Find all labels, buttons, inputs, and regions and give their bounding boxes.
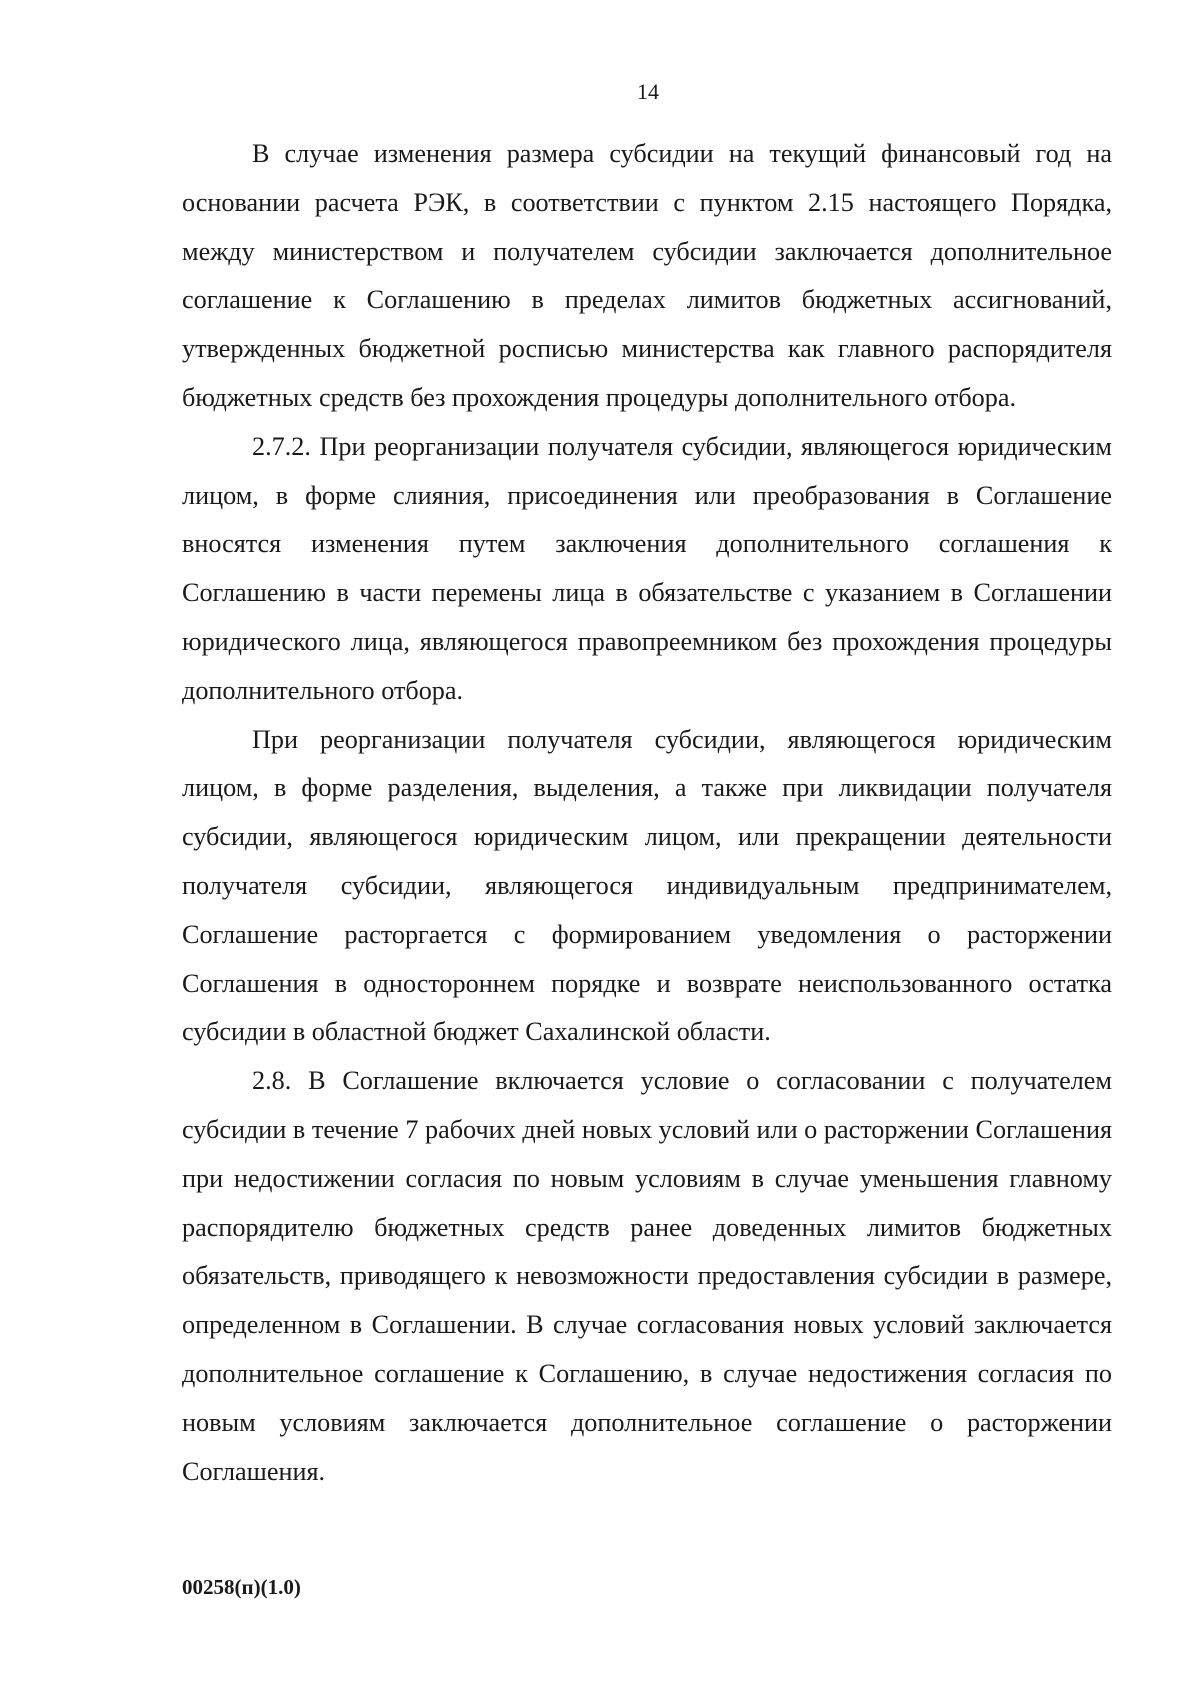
document-code: 00258(п)(1.0) bbox=[182, 1575, 301, 1599]
page-number: 14 bbox=[637, 79, 659, 104]
paragraph-reorganization-division-liquidation: При реорганизации получателя субсидии, являющегося юридическим лицом, в форме разделения, выделения, а также при ликвидации получателя субсидии, являющегося юридическим лицом, или прекращении деятельности получателя субсидии, являющегося индивидуальным предпринимателем, Соглашение расторгается с формированием уведомления о расторжении Соглашения в одностороннем порядке и возврате неиспользованного остатка субсидии в областной бюджет Сахалинской области. bbox=[182, 724, 1112, 1047]
paragraph-2-7-2-reorganization-merger: 2.7.2. При реорганизации получателя субсидии, являющегося юридическим лицом, в форме слияния, присоединения или преобразования в Соглашение вносятся изменения путем заключения дополнительного соглашения к Соглашению в части перемены лица в обязательстве с указанием в Соглашении юридического лица, являющегося правопреемником без прохождения процедуры дополнительного отбора. bbox=[182, 431, 1112, 705]
document-body bbox=[182, 130, 1112, 1496]
paragraph-2-8-new-conditions: 2.8. В Соглашение включается условие о согласовании с получателем субсидии в течение 7 рабочих дней новых условий или о расторжении Соглашения при недостижении согласия по новым условиям в случае уменьшения главному распорядителю бюджетных средств ранее доведенных лимитов бюджетных обязательств, приводящего к невозможности предоставления субсидии в размере, определенном в Соглашении. В случае согласования новых условий заключается дополнительное соглашение к Соглашению, в случае недостижения согласия по новым условиям заключается дополнительное соглашение о расторжении Соглашения. bbox=[182, 1066, 1112, 1486]
paragraph-subsidy-size-change: В случае изменения размера субсидии на текущий финансовый год на основании расчета РЭК, в соответствии с пунктом 2.15 настоящего Порядка, между министерством и получателем субсидии заключается дополнительное соглашение к Соглашению в пределах лимитов бюджетных ассигнований, утвержденных бюджетной росписью министерства как главного распорядителя бюджетных средств без прохождения процедуры дополнительного отбора. bbox=[182, 139, 1112, 412]
